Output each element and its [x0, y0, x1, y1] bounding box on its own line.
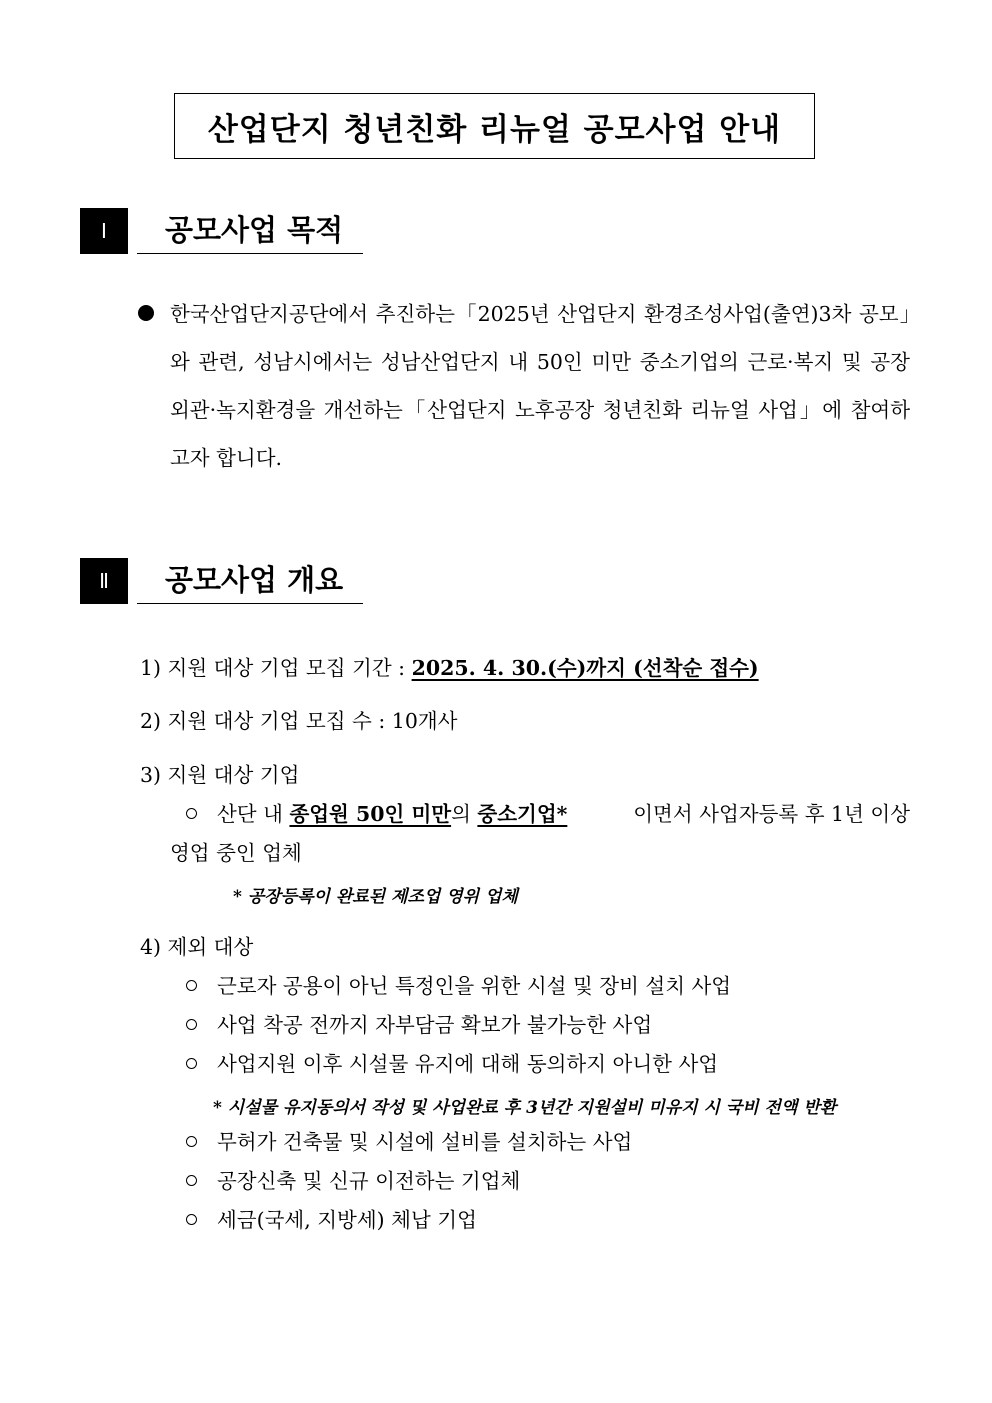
target-sub-post: 이면서 사업자등록 후 1년 이상	[633, 802, 910, 826]
page-title: 산업단지 청년친화 리뉴얼 공모사업 안내	[174, 93, 815, 159]
exclusion-text: 사업 착공 전까지 자부담금 확보가 불가능한 사업	[217, 1013, 653, 1037]
item-target-sub-left	[186, 799, 567, 829]
circle-bullet-icon	[186, 1175, 197, 1186]
exclusion-text: 세금(국세, 지방세) 체납 기업	[217, 1208, 477, 1232]
item-recruit-period	[140, 653, 759, 683]
target-note: * 공장등록이 완료된 제조업 영위 업체	[233, 887, 518, 907]
section-number-2: Ⅱ	[80, 558, 128, 604]
section-title-1: 공모사업 목적	[137, 208, 363, 254]
circle-bullet-icon	[186, 1019, 197, 1030]
exclusion-item	[186, 1010, 652, 1040]
item-target-label: 3) 지원 대상 기업	[140, 763, 300, 787]
exclusion-text: 공장신축 및 신규 이전하는 기업체	[217, 1169, 521, 1193]
target-sub-pre: 산단 내	[217, 802, 290, 826]
item-recruit-count: 2) 지원 대상 기업 모집 수 : 10개사	[140, 709, 458, 733]
exclusion-item	[186, 1127, 632, 1157]
exclusion-text: 무허가 건축물 및 시설에 설비를 설치하는 사업	[217, 1130, 633, 1154]
item-exclusion-label: 4) 제외 대상	[140, 935, 254, 959]
exclusion-item	[186, 1166, 520, 1196]
exclusion-item	[186, 971, 731, 1001]
target-sub-employees: 종업원 50인 미만	[289, 802, 452, 826]
circle-bullet-icon	[186, 1214, 197, 1225]
circle-bullet-icon	[186, 1136, 197, 1147]
section-number-1: Ⅰ	[80, 208, 128, 254]
exclusion-text: 근로자 공용이 아닌 특정인을 위한 시설 및 장비 설치 사업	[217, 974, 732, 998]
exclusion-item	[186, 1049, 718, 1079]
purpose-paragraph: 한국산업단지공단에서 추진하는「2025년 산업단지 환경조성사업(출연)3차 공모」와 관련, 성남시에서는 성남산업단지 내 50인 미만 중소기업의 근로·복지 및 공장 외관·녹지환경을 개선하는「산업단지 노후공장 청년친화 리뉴얼 사업」에 참여하고자 합니다.	[170, 302, 910, 470]
target-sub-sme: 중소기업*	[477, 802, 568, 826]
target-sub-mid: 의	[451, 802, 478, 826]
section-title-2: 공모사업 개요	[137, 558, 363, 604]
item-recruit-period-label: 1) 지원 대상 기업 모집 기간 :	[140, 656, 412, 680]
circle-bullet-icon	[186, 980, 197, 991]
exclusion-text: 사업지원 이후 시설물 유지에 대해 동의하지 아니한 사업	[217, 1052, 719, 1076]
bullet-dot-icon	[138, 305, 154, 321]
exclusion-item	[186, 1205, 477, 1235]
circle-bullet-icon	[186, 808, 197, 819]
exclusion-note: * 시설물 유지동의서 작성 및 사업완료 후 3년간 지원설비 미유지 시 국비 전액 반환	[213, 1098, 837, 1118]
circle-bullet-icon	[186, 1058, 197, 1069]
item-target-sub-cont: 영업 중인 업체	[170, 841, 302, 865]
item-recruit-period-value: 2025. 4. 30.(수)까지 (선착순 접수)	[411, 656, 759, 680]
item-target-sub	[186, 799, 910, 829]
